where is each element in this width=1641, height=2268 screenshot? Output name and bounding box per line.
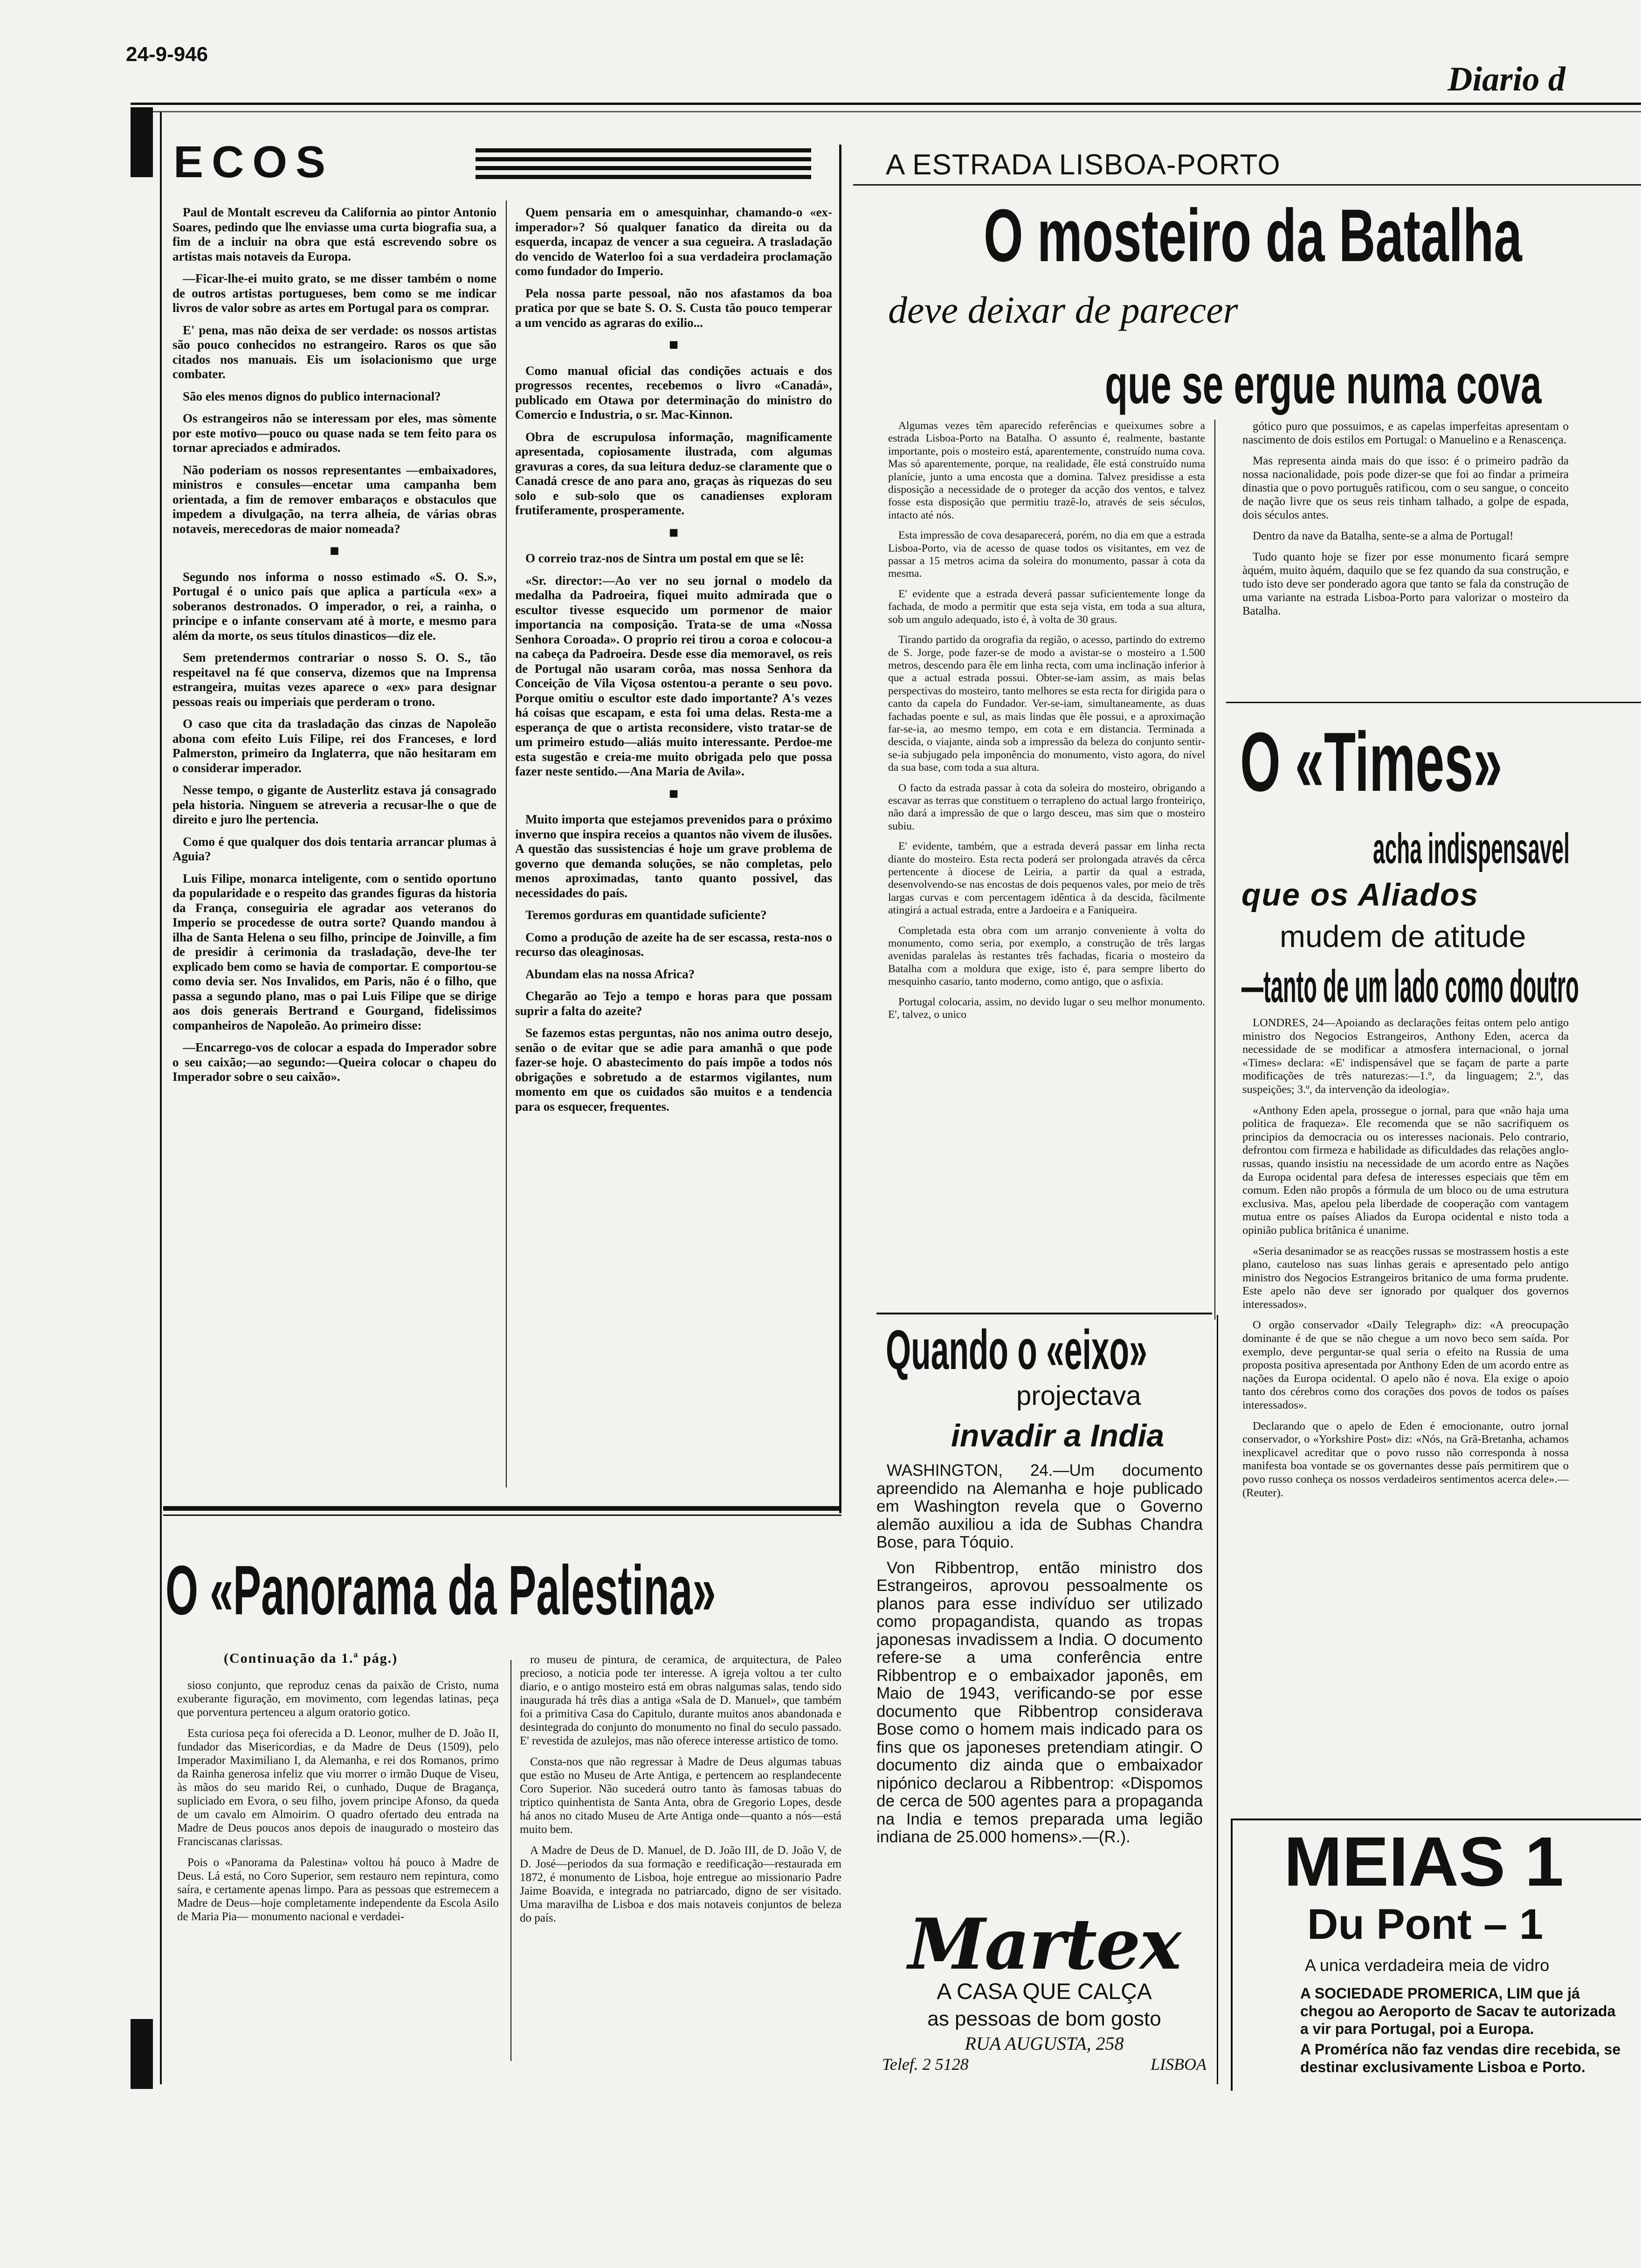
- page-date: 24-9-946: [126, 43, 208, 66]
- batalha-subhead: deve deixar de parecer: [888, 289, 1238, 331]
- martex-address: RUA AUGUSTA, 258: [965, 2033, 1124, 2054]
- batalha-column-1: Algumas vezes têm aparecido referências e queixumes sobre a estrada Lisboa-Porto na Batalha. O assunto é, realmente, bastante importante, pois o mosteiro está, aparentemente, construído numa cova. Mas só aparentemente, porque, na realidade, êle está construído numa planície, junto a uma encosta que a domina. Talvez presidisse a esta disposição a necessidade de o proteger da acção dos ventos, e talvez fosse esta disposição que permitiu trazê-lo, através de seis séculos, intacto até nós. Esta impressão de cova desaparecerá, porém, no dia em que a estrada Lisboa-Porto, via de acesso de quase todos os visitantes, em vez de passar a 15 metros acima da soleira do monumento, passar à cota da mesma. E' evidente que a estrada deverá passar suficientemente longe da fachada, de modo a permitir que esta seja vista, em toda a sua altura, sob um angulo adequado, isto é, à volta de 30 graus. Tirando partido da orografia da região, o acesso, partindo do extremo de S. Jorge, pode fazer-se de modo a avistar-se o mosteiro a 1.500 metros, descendo para êle em linha recta, com uma inclinação inferior à que a actual estrada possui. Obter-se-iam assim, as mais belas perspectivas do mosteiro, tanto melhores se esta recta for dirigida para o canto da capela do Fundador. Ver-se-iam, simultaneamente, as duas fachadas poente e sul, as mais lindas que êle possui, e a aproximação far-se-ia, ao mesmo tempo, em cota e em distancia. Terminada a descida, o viajante, ainda sob a impressão da beleza do conjunto sentir-se-ia subjugado pela imponência do monumento, visto agora, do nível da sua base, com toda a sua altura. O facto da estrada passar à cota da soleira do mosteiro, obrigando a escavar as terras que constituem o terrapleno do actual largo fronteiriço, não dará a impressão de que o largo desceu, mas sim que o mosteiro subiu. E' evidente, também, que a estrada deverá passar em linha recta diante do mosteiro. Esta recta poderá ser prolongada através da cêrca pertencente à diocese de Leiria, a partir da qual a estrada, desenvolvendo-se nas encostas de dois pequenos vales, por meio de três largas curvas e com percentagem idêntica à da descida, fàcilmente atingirá a actual estrada, entre a Jardoeira e a Faniqueira. Completada esta obra com um arranjo conveniente à volta do monumento, como seria, por exemplo, a construção de três largas avenidas paralelas às restantes três fachadas, ficaria o mosteiro da Batalha com a moldura que exige, isto é, para sempre liberto do mesquinho casario, tanto moderno, como antigo, que o asfixia. Portugal colocaria, assim, no devido lugar o seu melhor monumento. E', talvez, o unico: [888, 420, 1205, 1021]
- batalha-kicker-rule: [853, 184, 1641, 186]
- ecos-title: ECOS: [173, 137, 334, 187]
- ecos-bottom-rule: [163, 1506, 841, 1511]
- eixo-subhead-1: projectava: [1016, 1381, 1141, 1411]
- eixo-headline: Quando o «eixo»: [886, 1319, 1147, 1381]
- meias-body-2: A Proméríca não faz vendas dire recebida, se destinar exclusivamente Lisboa e Porto.: [1300, 2041, 1621, 2075]
- times-subhead-4: —tanto de um lado como doutro: [1241, 961, 1579, 1012]
- batalha-column-2: gótico puro que possuimos, e as capelas imperfeitas apresentam o nascimento de dois estilos em Portugal: o Manuelino e a Renascença. Mas representa ainda mais do que isso: é o primeiro padrão da nossa nacionalidade, pois pode dizer-se que foi ao findar a primeira dinastia que o povo português ratificou, com o seu sangue, o conceito de nação livre que os seus reis tinham talhado, a golpe de espada, dois séculos antes. Dentro da nave da Batalha, sente-se a alma de Portugal! Tudo quanto hoje se fizer por esse monumento ficará sempre àquém, muito àquém, daquilo que se fez quando da sua construção, e tudo isto deve ser ponderado agora que tanto se fala da construção de uma variante na estrada Lisboa-Porto para valorizar o mosteiro da Batalha.: [1242, 420, 1569, 617]
- meias-brand: Du Pont – 1: [1307, 1901, 1544, 1948]
- batalha-subhead-2: que se ergue numa cova: [1105, 354, 1542, 415]
- left-margin-bar-bottom: [131, 2019, 153, 2089]
- header-rule: [131, 103, 1641, 105]
- meias-ad: [1231, 1819, 1641, 2091]
- header-rule-2: [131, 111, 1641, 112]
- batalha-bottom-rule: [1226, 702, 1641, 703]
- martex-city: LISBOA: [1151, 2055, 1207, 2074]
- martex-line-2: as pessoas de bom gosto: [927, 2007, 1161, 2030]
- palestina-headline: O «Panorama da Palestina»: [165, 1551, 716, 1629]
- left-margin-bar: [131, 107, 153, 177]
- times-subhead-2: que os Aliados: [1241, 877, 1479, 913]
- palestina-column-2: ro museu de pintura, de ceramica, de arquitectura, de Paleo precioso, a noticia pode ter interesse. A igreja voltou a ter culto diario, e o antigo mosteiro está em obras nalgumas salas, tendo sido inaugurada há três dias a antiga «Sala de D. Manuel», que também foi a primitiva Casa do Capitulo, durante muitos anos abandonada e desintegrada do conjunto do monumento no final do seculo passado. E' revestida de azulejos, mas não oferece interesse artistico de tomo. Consta-nos que não regressar à Madre de Deus algumas tabuas que estão no Museu de Arte Antiga, e pertencem ao resplandecente Coro Superior. Não sucederá outro tanto às famosas tabuas do triptico quinhentista de Santa Anta, obra de Gregorio Lopes, desde há anos no citado Museu de Arte Antiga onde—quanto a nós—está muito bem. A Madre de Deus de D. Manuel, de D. João III, de D. João V, de D. José—periodos da sua formação e reedificação—restaurada em 1872, é monumento de Lisboa, hoje entregue ao missionario Padre Jaime Boavida, e integrada no patriarcado, digno de ser visitado. Uma maravilha de Lisboa e dos mais notaveis conjuntos de beleza do país.: [520, 1653, 841, 1924]
- martex-ad: [876, 1903, 1212, 2084]
- left-margin-line: [160, 112, 162, 2084]
- eixo-side-rule: [1217, 1315, 1218, 2084]
- batalha-headline: O mosteiro da Batalha: [984, 194, 1522, 277]
- eixo-subhead-2: invadir a India: [951, 1418, 1165, 1453]
- masthead: Diario d: [1448, 60, 1565, 98]
- palestina-column-rule: [510, 1660, 511, 2061]
- ecos-separator: ■: [669, 524, 679, 541]
- martex-phone: Telef. 2 5128: [882, 2055, 969, 2074]
- ecos-column-1: Paul de Montalt escreveu da California ao pintor Antonio Soares, pedindo que lhe enviasse uma curta biografia sua, a fim de a incluir na obra que está escrevendo sobre os artistas mais notaveis da Europa. —Ficar-lhe-ei muito grato, se me disser também o nome de outros artistas portugueses, bem como se me indicar livros de valor sobre as artes em Portugal para os comprar. E' pena, mas não deixa de ser verdade: os nossos artistas são pouco conhecidos no estrangeiro. Raros os que são citados nos manuais. Eis um isolacionismo que urge combater. São eles menos dignos do publico internacional? Os estrangeiros não se interessam por eles, mas sòmente por este motivo—pouco ou quase nada se tem feito para os tornar apreciados e admirados. Não poderiam os nossos representantes —embaixadores, ministros e consules—encetar uma campanha bem orientada, a fim de remover embaraços e obstaculos que impedem a divulgação, na terra alheia, de várias obras notaveis, merecedoras de maior nomeada? ■ Segundo nos informa o nosso estimado «S. O. S.», Portugal é o unico país que aplica a partícula «ex» a soberanos destronados. O imperador, o rei, a rainha, o principe e o infante conservam até à morte, e mesmo para além da morte, os seus títulos dinasticos—diz ele. Sem pretendermos contrariar o nosso S. O. S., tão respeitavel na fé que conserva, dizemos que na Imprensa estrangeira, muitas vezes aparece o «ex» para designar pessoas reais ou imperiais que perderam o trono. O caso que cita da trasladação das cinzas de Napoleão abona com efeito Luis Filipe, rei dos Franceses, e lord Palmerston, primeiro da Inglaterra, que não hesitaram em o considerar imperador. Nesse tempo, o gigante de Austerlitz estava já consagrado pela historia. Ninguem se atreveria a recusar-lhe o que de direito e juro lhe pertencia. Como é que qualquer dos dois tentaria arrancar plumas à Aguia? Luis Filipe, monarca inteligente, com o sentido oportuno da popularidade e o respeito das grandes figuras da historia da França, conseguiria ele agradar aos veteranos do Imperio se procedesse de outra sorte? Quando mandou à ilha de Santa Helena o seu filho, principe de Joinville, a fim de presidir à cerimonia da trasladação, deve-lhe ter explicado bem como se havia de comportar. E comportou-se como devia ser. Nos Invalidos, em Paris, não é o filho, que passa a segundo plano, mas o pai Luis Filipe que se dirige aos dois generais Bertrand e Gourgand, fidelissimos companheiros de Napoleão. Ao primeiro disse: —Encarrego-vos de colocar a espada do Imperador sobre o seu caixão;—ao segundo:—Queira colocar o chapeu do Imperador sobre o seu caixão».: [172, 205, 496, 1084]
- times-subhead-1: acha indispensavel: [1373, 825, 1570, 872]
- ecos-column-rule: [506, 201, 507, 1487]
- batalha-column-rule: [1214, 420, 1215, 1320]
- meias-body-1: A SOCIEDADE PROMERICA, LIM que já chegou ao Aeroporto de Sacav te autorizada a vir para Portugal, poi a Europa.: [1300, 1985, 1616, 2037]
- meias-tagline: A unica verdadeira meia de vidro: [1305, 1956, 1550, 1975]
- palestina-continuation: (Continuação da 1.ª pág.): [224, 1651, 398, 1666]
- martex-line-1: A CASA QUE CALÇA: [937, 1979, 1152, 2004]
- eixo-top-rule: [876, 1313, 1212, 1314]
- eixo-body: WASHINGTON, 24.—Um documento apreendido na Alemanha e hoje publicado em Washington revela que o Governo alemão auxiliou a ida de Subhas Chandra Bose, para Tóquio. Von Ribbentrop, então ministro dos Estrangeiros, aprovou pessoalmente os planos para esse indivíduo ser utilizado como propagandista, quando as tropas japonesas invadissem a India. O documento refere-se a uma conferência entre Ribbentrop e o embaixador japonês, em Maio de 1943, verificando-se por esse documento que Ribbentrop considerava Bose como o homem mais indicado para os fins que os japoneses pretendiam atingir. O documento diz ainda que o embaixador nipónico declarou a Ribbentrop: «Dispomos de cerca de 500 agentes para a propaganda na India e temos preparada uma legião indiana de 25.000 homens».—(R.).: [876, 1461, 1203, 1846]
- ecos-separator: ■: [669, 336, 679, 353]
- meias-title: MEIAS 1: [1284, 1822, 1564, 1901]
- ecos-column-2: Quem pensaria em o amesquinhar, chamando-o «ex-imperador»? Só qualquer fanatico da direita ou da esquerda, incapaz de vencer a sua cegueira. A trasladação do vencido de Waterloo foi a sua verdadeira proclamação como fundador do Imperio. Pela nossa parte pessoal, não nos afastamos da boa pratica por que se bate S. O. S. Custa tão pouco temperar a um vencido as agraras do exilio... ■ Como manual oficial das condições actuais e dos progressos recentes, recebemos o livro «Canadá», publicado em Otawa por determinação do ministro do Comercio e Industria, o sr. Mac-Kinnon. Obra de escrupulosa informação, magnificamente apresentada, copiosamente ilustrada, com algumas gravuras a cores, da sua leitura deduz-se claramente que o Canadá cresce de ano para ano, graças às riquezas do seu solo e sub-solo que os canadienses exploram frutiferamente, prosperamente. ■ O correio traz-nos de Sintra um postal em que se lê: «Sr. director:—Ao ver no seu jornal o modelo da medalha da Padroeira, fiquei muito admirada que o escultor tivesse esquecido um pormenor de maior importancia na composição. Trata-se de uma «Nossa Senhora Coroada». O proprio rei tirou a coroa e colocou-a na cabeça da Padroeira. Desde esse dia memoravel, os reis de Portugal não usaram corôa, mas nossa Senhora da Conceição de Vila Viçosa ostentou-a perante o seu povo. Porque omitiu o escultor este dado importante? A's vezes há coisas que escapam, e esta foi uma delas. Resta-me a esperança de que o artista reconsidere, visto tratar-se de um primeiro estudo—aliás muito interessante. Perdoe-me esta sugestão e creia-me muito obrigada pelo que possa fazer neste sentido.—Ana Maria de Avila». ■ Muito importa que estejamos prevenidos para o próximo inverno que inspira receios a quantos não vivem de ilusões. A questão das sussistencias é hoje um grave problema de governo que demanda soluções, se não completas, pelo menos aproximadas, tanto quanto possivel, das necessidades do país. Teremos gorduras em quantidade suficiente? Como a produção de azeite ha de ser escassa, resta-nos o recurso das oleaginosas. Abundam elas na nossa Africa? Chegarão ao Tejo a tempo e horas para que possam suprir a falta do azeite? Se fazemos estas perguntas, não nos anima outro desejo, senão o de evitar que se adie para amanhã o que pode fazer-se hoje. O abastecimento do país impõe a todos nós obrigações e sobretudo a de estarmos vigilantes, num momento em que os cuidados são muitos e a tendencia para os esquecer, frequentes.: [515, 205, 832, 1113]
- palestina-column-1: sioso conjunto, que reproduz cenas da paixão de Cristo, numa exuberante figuração, em movimento, com legendas latinas, peça que porventura pertenceu a algum oratorio gotico. Esta curiosa peça foi oferecida a D. Leonor, mulher de D. João II, fundador das Misericordias, e da Madre de Deus (1509), pelo Imperador Maximiliano I, da Alemanha, e rei dos Romanos, primo da Rainha generosa infeliz que viu morrer o irmão Duque de Viseu, às mãos do seu marido Rei, o cunhado, Duque de Bragança, supliciado em Evora, o seu filho, jovem principe Afonso, da queda de um cavalo em Almoirim. O quadro ofertado deu entrada na Madre de Deus poucos anos depois de inaugurado o mosteiro das Franciscanas clarissas. Pois o «Panorama da Palestina» voltou há pouco à Madre de Deus. Lá está, no Coro Superior, sem restauro nem repintura, como saíra, e certamente apenas limpo. Para as pessoas que estremecem a Madre de Deus—hoje completamente independente da Escola Asilo de Maria Pia— monumento nacional e verdadei-: [177, 1679, 499, 1923]
- ecos-separator: ■: [330, 542, 339, 560]
- times-body: LONDRES, 24—Apoiando as declarações feitas ontem pelo antigo ministro dos Negocios Estrangeiros, Anthony Eden, acerca da necessidade de se modificar a atmosfera internacional, o jornal «Times» declara: «E' indispensável que se façam de parte a parte modificações de três naturezas:—1.º, da linguagem; 2.º, das suspeições; 3.º, da intervenção da ideologia». «Anthony Eden apela, prossegue o jornal, para que «não haja uma politica de fraqueza». Ele recomenda que se não sacrifiquem os principios da democracia ou os interesses nacionais. Pelo contrario, defrontou com firmeza e habilidade as dificuldades das relações anglo-russas, quando insistiu na necessidade de um acordo entre as Nações da Europa ocidental para defesa de interesses especiais que têm em comum. Eden não propôs a fórmula de um bloco ou de uma estrutura exclusiva. Mas, apelou pela liberdade de cooperação com vantagem mutua entre os países Aliados da Europa ocidental e nisto toda a opinião publica britânica é unanime. «Seria desanimador se as reacções russas se mostrassem hostis a este plano, cauteloso nas suas linhas gerais e apresentado pelo antigo ministro dos Negocios Estrangeiros britanico de uma forma prudente. Este apelo não deve ser ignorado por qualquer dos governos interessados». O orgão conservador «Daily Telegraph» diz: «A preocupação dominante é de que se não chegue a um novo beco sem saída. Por exemplo, deve perguntar-se qual seria o efeito na Russia de uma proposta positiva apresentada por Anthony Eden de um acordo entre as nações da Europa ocidental. O apelo não é nova. Ela exige o apoio tanto dos cérebros como dos corações dos povos de todos os países interessados». Declarando que o apelo de Eden é emocionante, outro jornal conservador, o «Yorkshire Post» diz: «Nós, na Grã-Bretanha, achamos inexplicavel acreditar que o povo russo não corresponda à nossa manifesta boa vontade se os governantes desse país permitirem que o povo russo conheça os nossos verdadeiros sentimentos acerca dele».—(Reuter).: [1242, 1016, 1569, 1499]
- ecos-bottom-rule-2: [163, 1514, 841, 1516]
- times-headline: O «Times»: [1240, 715, 1503, 809]
- ecos-title-rules: [476, 148, 811, 179]
- batalha-kicker: A ESTRADA LISBOA-PORTO: [886, 149, 1281, 181]
- martex-logo: Martex: [908, 1903, 1181, 1985]
- times-subhead-3: mudem de atitude: [1280, 919, 1526, 954]
- ecos-separator: ■: [669, 785, 679, 802]
- ecos-right-border: [839, 145, 841, 1513]
